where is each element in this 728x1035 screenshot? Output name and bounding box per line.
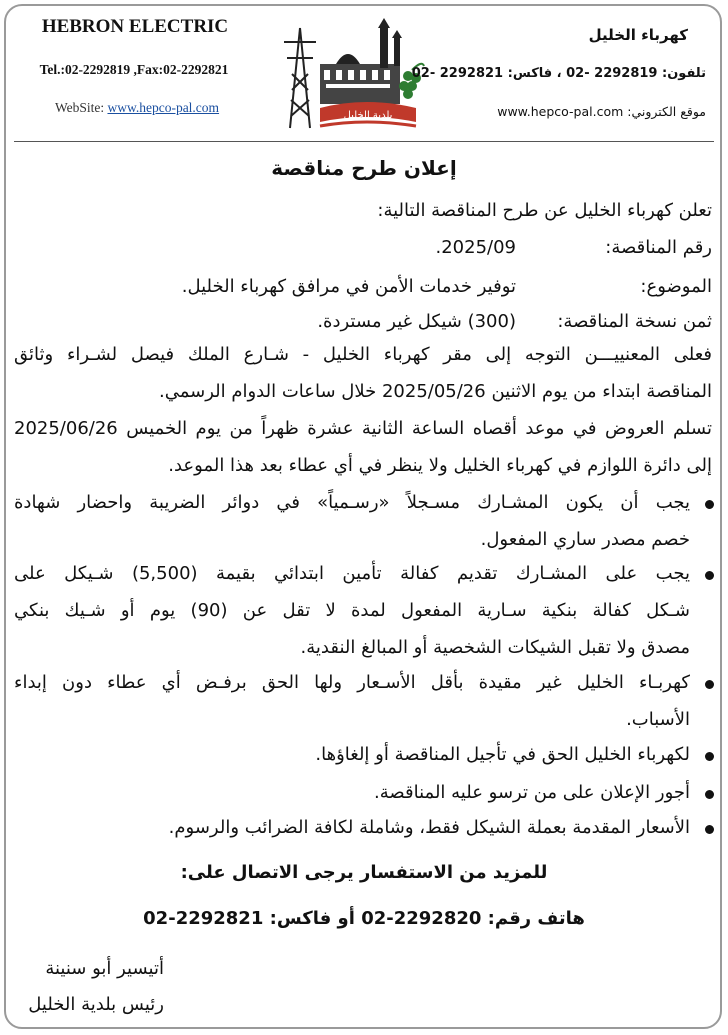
bullet-text: الأسباب. xyxy=(626,709,690,730)
contact-line: هاتف رقم: 2292820-02 أو فاكس: 2292821-02 xyxy=(143,908,585,929)
tender-number-value: 2025/09. xyxy=(435,237,516,258)
paragraph-line: المناقصة ابتداء من يوم الاثنين 2025/05/26 خلال ساعات الدوام الرسمي. xyxy=(158,381,712,402)
bullet-icon xyxy=(705,680,714,689)
price-row xyxy=(317,313,712,331)
notice-title: إعلان طرح مناقصة xyxy=(271,156,457,180)
bullet-text: خصم مصدر ساري المفعول. xyxy=(480,529,690,550)
paragraph-line: إلى دائرة اللوازم في كهرباء الخليل ولا ينظر في أي عطاء بعد هذا الموعد. xyxy=(168,455,712,476)
bullet-icon xyxy=(705,790,714,799)
bullet-text: شـكل كفالة بنكية سـارية المفعول لمدة لا تقل عن (90) يوم أو شـيك بنكي xyxy=(14,600,690,621)
tender-number-row xyxy=(435,239,712,257)
notice-intro: تعلن كهرباء الخليل عن طرح المناقصة التالية: xyxy=(377,200,712,221)
price-label: ثمن نسخة المناقصة: xyxy=(557,311,712,332)
website-label: WebSite: xyxy=(54,100,105,115)
bullet-text: لكهرباء الخليل الحق في تأجيل المناقصة أو إلغاؤها. xyxy=(315,744,690,765)
contact-heading: للمزيد من الاستفسار يرجى الاتصال على: xyxy=(180,862,548,883)
website-link[interactable]: www.hepco-pal.com xyxy=(107,100,220,115)
bullet-icon xyxy=(705,571,714,580)
subject-row xyxy=(182,278,712,296)
signatory-title: رئيس بلدية الخليل xyxy=(28,994,164,1015)
letterhead xyxy=(0,0,728,140)
logo-banner-text: بلدية الخليل xyxy=(343,110,393,121)
bullet-text: مصدق ولا تقبل الشيكات الشخصية أو المبالغ النقدية. xyxy=(300,637,690,658)
english-company-name: HEBRON ELECTRIC xyxy=(41,16,229,37)
bullet-text: أجور الإعلان على من ترسو عليه المناقصة. xyxy=(374,782,690,803)
subject-label: الموضوع: xyxy=(640,276,712,297)
paragraph-line: تسلم العروض في موعد أقصاه الساعة الثانية عشرة ظهراً من يوم الخميس 2025/06/26 xyxy=(14,418,712,439)
price-value: (300) شيكل غير مستردة. xyxy=(317,311,516,332)
bullet-icon xyxy=(705,500,714,509)
english-website xyxy=(32,100,242,116)
bullet-text: الأسعار المقدمة بعملة الشيكل فقط، وشاملة لكافة الضرائب والرسوم. xyxy=(168,817,690,838)
english-tel-fax: Tel.:02-2292819 ,Fax:02-2292821 xyxy=(39,62,229,77)
pylon-icon xyxy=(284,28,316,128)
building-icon xyxy=(320,18,402,104)
hebron-electric-logo xyxy=(276,14,426,132)
subject-value: توفير خدمات الأمن في مرافق كهرباء الخليل. xyxy=(181,276,516,297)
bullet-text: يجب على المشـارك تقديم كفالة تأمين ابتدائي بقيمة (5,500) شـيكل على xyxy=(14,563,690,584)
arabic-website: موقع الكتروني: www.hepco-pal.com xyxy=(497,104,706,119)
bullet-icon xyxy=(705,752,714,761)
tender-number-label: رقم المناقصة: xyxy=(605,237,712,258)
bullet-icon xyxy=(705,825,714,834)
signatory-name: أتيسير أبو سنينة xyxy=(45,958,164,979)
paragraph-line: فعلى المعنييـــن التوجه إلى مقر كهرباء الخليل - شـارع الملك فيصل لشـراء وثائق xyxy=(14,344,712,365)
arabic-tel-fax: تلفون: 2292819 -02 ، فاكس: 2292821 -02 xyxy=(411,66,706,81)
bullet-text: يجب أن يكون المشـارك مسـجلاً «رسـمياً» في دوائر الضريبة واحضار شهادة xyxy=(14,492,690,513)
arabic-company-name: كهرباء الخليل xyxy=(588,26,688,44)
bullet-text: كهربـاء الخليل غير مقيدة بأقل الأسـعار ولها الحق برفـض أي عطاء دون إبداء xyxy=(14,672,690,693)
header-divider xyxy=(14,141,714,142)
